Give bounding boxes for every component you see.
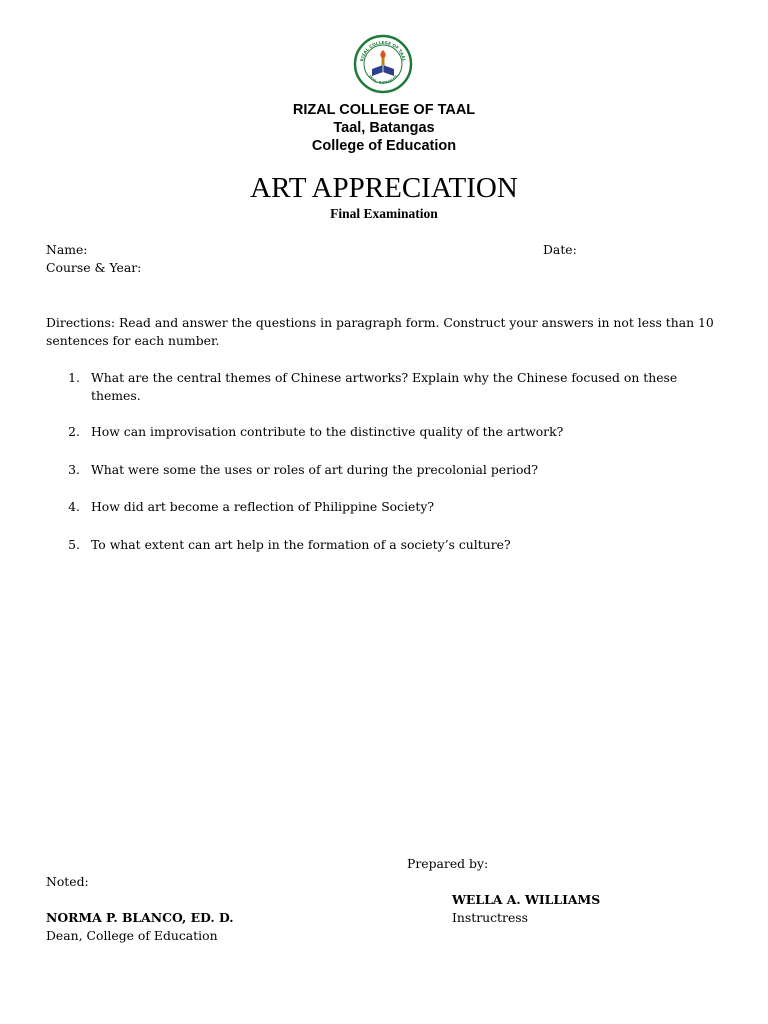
preparer-title: Instructress [452,910,529,925]
exam-title: ART APPRECIATION [250,172,518,204]
school-name: RIZAL COLLEGE OF TAAL [292,102,476,118]
question-text: How did art become a reflection of Philippine Society? [91,499,434,514]
school-location: Taal, Batangas [333,120,435,136]
school-department: College of Education [311,138,457,154]
svg-text:TAAL, BATANGAS: TAAL, BATANGAS [367,74,399,86]
dean-name: NORMA P. BLANCO, ED. D. [46,910,234,925]
noted-label: Noted: [46,874,89,889]
question-number: 3. [68,462,80,477]
name-label: Name: [46,242,88,257]
directions-line-2: sentences for each number. [46,333,220,348]
directions-line-1: Directions: Read and answer the questions in paragraph form. Construct your answers in not less than 10 [46,315,714,330]
date-label: Date: [543,242,577,257]
question-text-continued: themes. [91,388,141,403]
exam-subtitle: Final Examination [330,206,438,221]
dean-title: Dean, College of Education [46,928,218,943]
question-text: To what extent can art help in the formation of a society’s culture? [91,537,511,552]
question-text: How can improvisation contribute to the distinctive quality of the artwork? [91,424,564,439]
school-seal-logo [353,34,413,94]
question-text: What were some the uses or roles of art during the precolonial period? [91,462,539,477]
school-seal-icon [353,34,413,94]
question-number: 5. [68,537,80,552]
svg-text:RIZAL COLLEGE OF TAAL: RIZAL COLLEGE OF TAAL [359,39,407,62]
prepared-by-label: Prepared by: [407,856,489,871]
course-year-label: Course & Year: [46,260,142,275]
question-number: 1. [68,370,80,385]
question-number: 2. [68,424,80,439]
preparer-name: WELLA A. WILLIAMS [452,892,601,907]
question-text: What are the central themes of Chinese artworks? Explain why the Chinese focused on these [91,370,678,385]
question-number: 4. [68,499,80,514]
